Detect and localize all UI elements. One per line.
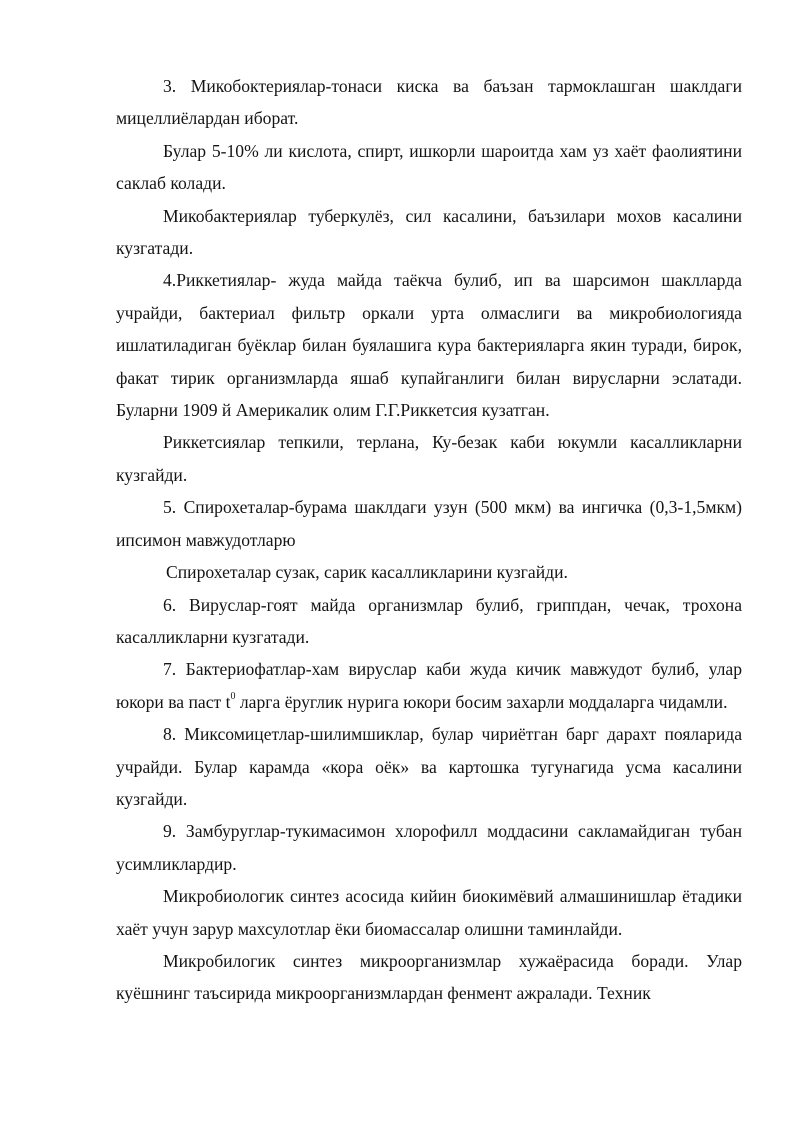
- temperature-superscript: 0: [230, 690, 236, 702]
- paragraph-microbiological-synthesis: Микробиологик синтез асосида кийин биокимёвий алмашинишлар ётадики хаёт учун зарур махсулотлар ёки биомассалар олишни таминлайди.: [116, 886, 742, 939]
- paragraph-mycobacteria: 3. Микобоктериялар-тонаси киска ва баъзан тармоклашган шаклдаги мицеллиёлардан иборат.: [116, 76, 742, 129]
- paragraph-acid-resistance: Булар 5-10% ли кислота, спирт, ишкорли шароитда хам уз хаёт фаолиятини саклаб колади.: [116, 140, 742, 194]
- paragraph-bacteriophages: [116, 653, 742, 718]
- paragraph-myxomycetes: 8. Миксомицетлар-шилимшиклар, булар чириётган барг дарахт пояларида учрайди. Булар карамда «кора оёк» ва картошка тугунагида усма касалини кузгайди.: [116, 724, 742, 809]
- paragraph-spirochetes: 5. Спирохеталар-бурама шаклдаги узун (500 мкм) ва ингичка (0,3-1,5мкм) ипсимон мавжудотларю: [116, 497, 742, 550]
- paragraph-rickettsia: 4.Риккетиялар- жуда майда таёкча булиб, ип ва шарсимон шаклларда учрайди, бактериал фильтр оркали урта олмаслиги ва микробиологияда ишлатиладиган буёклар билан буялашига кура бактерияларга якин туради, бирок, факат тирик организмларда яшаб купайганлиги билан вирусларни эслатади. Буларни 1909 й Америкалик олим Г.Г.Риккетсия кузатган.: [116, 270, 742, 421]
- paragraph-mycobacteria-diseases: Микобактериялар туберкулёз, сил касалини, баъзилари мохов касалини кузгатади.: [116, 205, 742, 259]
- bacteriophages-text-start: 7. Бактериофатлар-хам вируслар каби жуда кичик мавжудот булиб, улар юкори ва паст t: [116, 659, 742, 712]
- paragraph-spirochetes-diseases: Спирохеталар сузак, сарик касалликларини кузгайди.: [166, 562, 568, 583]
- document-body: [116, 70, 742, 1010]
- bacteriophages-text-end: ларга ёруглик нурига юкори босим захарли моддаларга чидамли.: [235, 691, 728, 712]
- paragraph-rickettsia-diseases: Риккетсиялар тепкили, терлана, Ку-безак каби юкумли касалликларни кузгайди.: [116, 432, 742, 485]
- paragraph-fungi: 9. Замбуруглар-тукимасимон хлорофилл моддасини сакламайдиган тубан усимликлардир.: [116, 821, 742, 874]
- paragraph-synthesis-process: Микробилогик синтез микроорганизмлар хужаёрасида боради. Улар куёшнинг таъсирида микроорганизмлардан фенмент ажралади. Техник: [116, 950, 742, 1004]
- paragraph-viruses: 6. Вируслар-гоят майда организмлар булиб, гриппдан, чечак, трохона касалликларни кузгатади.: [116, 594, 742, 647]
